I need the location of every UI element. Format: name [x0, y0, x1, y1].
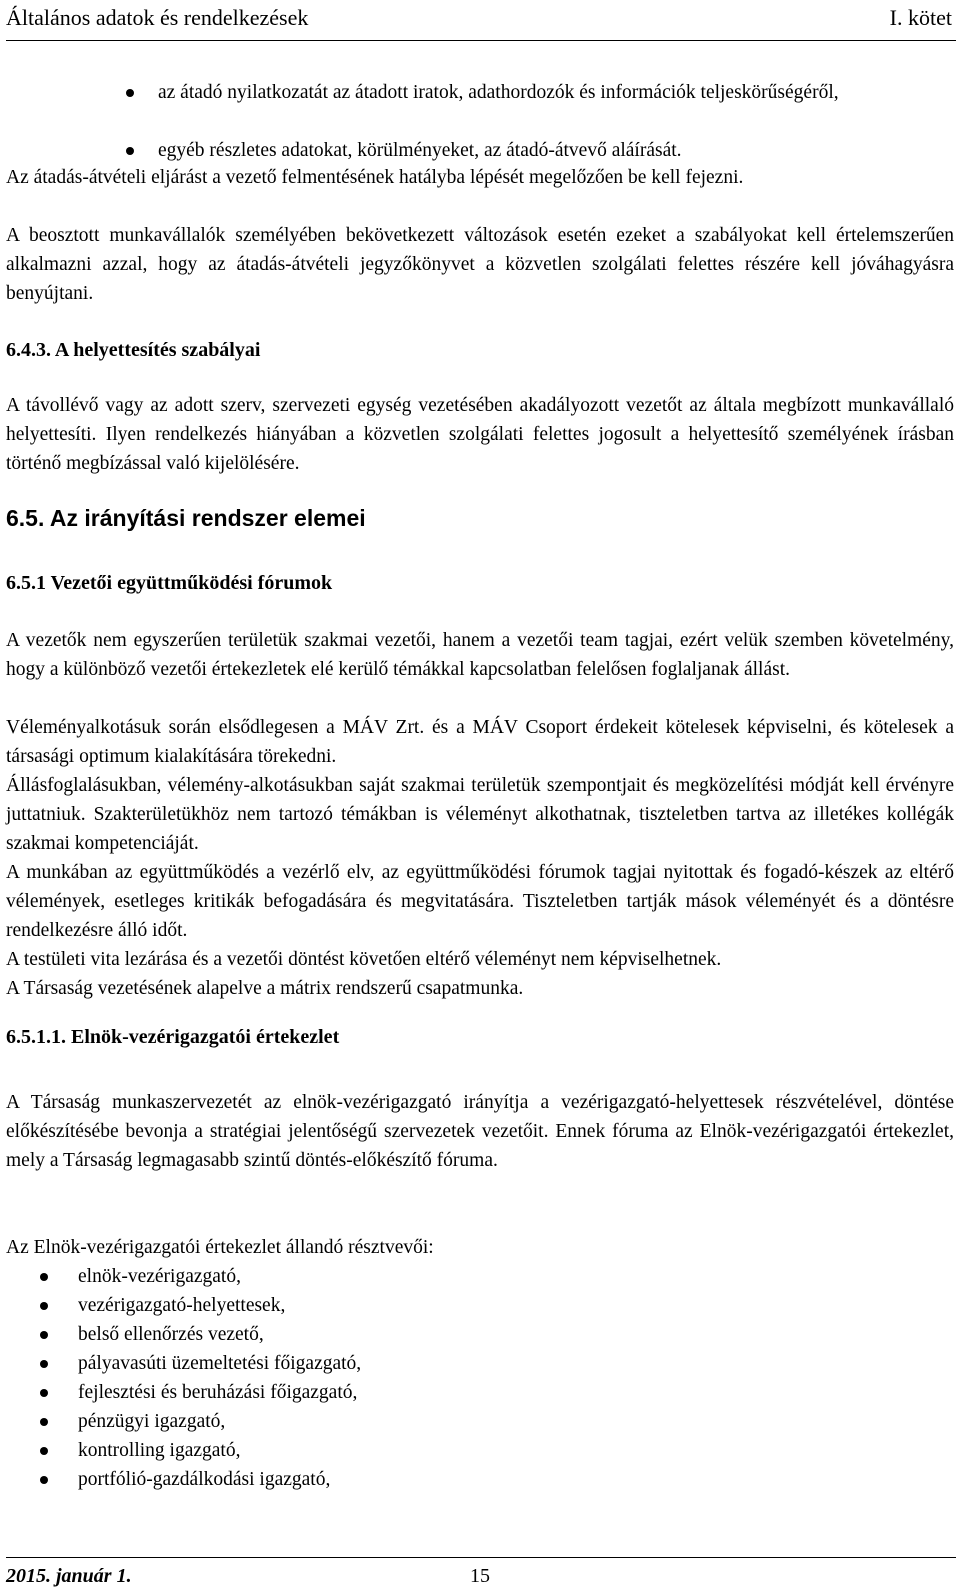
bullet-icon	[40, 1476, 48, 1484]
page-header	[6, 0, 956, 41]
footer-date: 2015. január 1.	[6, 1565, 132, 1587]
section-heading: 6.4.3. A helyettesítés szabályai	[6, 339, 261, 361]
list-item: portfólió-gazdálkodási igazgató,	[40, 1465, 740, 1494]
bullet-icon	[126, 147, 134, 155]
bullet-icon	[40, 1331, 48, 1339]
bullet-icon	[40, 1360, 48, 1368]
list-item: fejlesztési és beruházási főigazgató,	[40, 1378, 740, 1407]
paragraph: Az átadás-átvételi eljárást a vezető felmentésének hatályba lépését megelőzően be kell fejezni.	[6, 167, 744, 188]
list-item: az átadó nyilatkozatát az átadott iratok, adathordozók és információk teljeskörűségéről,	[126, 78, 954, 136]
bullet-icon	[40, 1389, 48, 1397]
page-number: 15	[470, 1565, 490, 1587]
subsection-heading: 6.5.1.1. Elnök-vezérigazgatói értekezlet	[6, 1026, 340, 1048]
paragraph: Az Elnök-vezérigazgatói értekezlet állandó résztvevői:	[6, 1237, 434, 1258]
list-item: egyéb részletes adatokat, körülményeket, az átadó-átvevő aláírását.	[126, 136, 954, 165]
paragraph: A testületi vita lezárása és a vezetői döntést követően eltérő véleményt nem képviselhetnek.	[6, 949, 722, 970]
paragraph: A Társaság munkaszervezetét az elnök-vezérigazgató irányítja a vezérigazgató-helyettesek részvételével, döntése előkészítésébe bevonja a stratégiai jelentőségű szervezetek vezetőit. Ennek fóruma az Elnök-vezérigazgatói értekezlet, mely a Társaság legmagasabb szintű döntés-előkészítő fóruma.	[6, 1092, 954, 1171]
paragraph: Állásfoglalásukban, vélemény-alkotásukban saját szakmai területük szempontjait és megközelítési módját kell érvényre juttatniuk. Szakterületükhöz nem tartozó témákban is véleményt alkothatnak, tiszteletben tartva az illetékes kollégák szakmai kompetenciáját.	[6, 775, 954, 854]
paragraph: A vezetők nem egyszerűen területük szakmai vezetői, hanem a vezetői team tagjai, ezért velük szemben követelmény, hogy a különböző vezetői értekezletek elé kerülő témákkal kapcsolatban felelősen foglaljanak állást.	[6, 630, 954, 680]
section-heading: 6.5. Az irányítási rendszer elemei	[6, 505, 366, 531]
bullet-icon	[40, 1418, 48, 1426]
bullet-icon	[40, 1447, 48, 1455]
paragraph: A munkában az együttműködés a vezérlő elv, az együttműködési fórumok tagjai nyitottak és fogadó-készek az eltérő vélemények, esetleges kritikák befogadására és megvitatására. Tiszteletben tartják mások véleményét és a döntésre rendelkezésre álló időt.	[6, 862, 954, 941]
subsection-heading: 6.5.1 Vezetői együttműködési fórumok	[6, 572, 333, 594]
list-item: vezérigazgató-helyettesek,	[40, 1291, 740, 1320]
bullet-icon	[40, 1302, 48, 1310]
bullet-icon	[40, 1273, 48, 1281]
list-item: belső ellenőrzés vezető,	[40, 1320, 740, 1349]
paragraph: Véleményalkotásuk során elsődlegesen a MÁV Zrt. és a MÁV Csoport érdekeit kötelesek képviselni, és kötelesek a társasági optimum kialakítására törekedni.	[6, 717, 954, 767]
document-title: Általános adatok és rendelkezések	[6, 5, 309, 30]
list-item: pénzügyi igazgató,	[40, 1407, 740, 1436]
footer-divider	[6, 1557, 956, 1558]
list-item: elnök-vezérigazgató,	[40, 1262, 740, 1291]
paragraph: A beosztott munkavállalók személyében bekövetkezett változások esetén ezeket a szabályokat kell értelemszerűen alkalmazni azzal, hogy az átadás-átvételi jegyzőkönyvet a közvetlen szolgálati felettes részére kell jóváhagyásra benyújtani.	[6, 225, 954, 304]
paragraph: A távollévő vagy az adott szerv, szervezeti egység vezetésében akadályozott vezetőt az általa megbízott munkavállaló helyettesíti. Ilyen rendelkezés hiányában a közvetlen szolgálati felettes jogosult a helyettesítő személyének írásban történő megbízással való kijelölésére.	[6, 395, 954, 474]
list-item: pályavasúti üzemeltetési főigazgató,	[40, 1349, 740, 1378]
volume-label: I. kötet	[889, 5, 952, 30]
paragraph: A Társaság vezetésének alapelve a mátrix rendszerű csapatmunka.	[6, 978, 524, 999]
bullet-icon	[126, 89, 134, 97]
list-item: kontrolling igazgató,	[40, 1436, 740, 1465]
